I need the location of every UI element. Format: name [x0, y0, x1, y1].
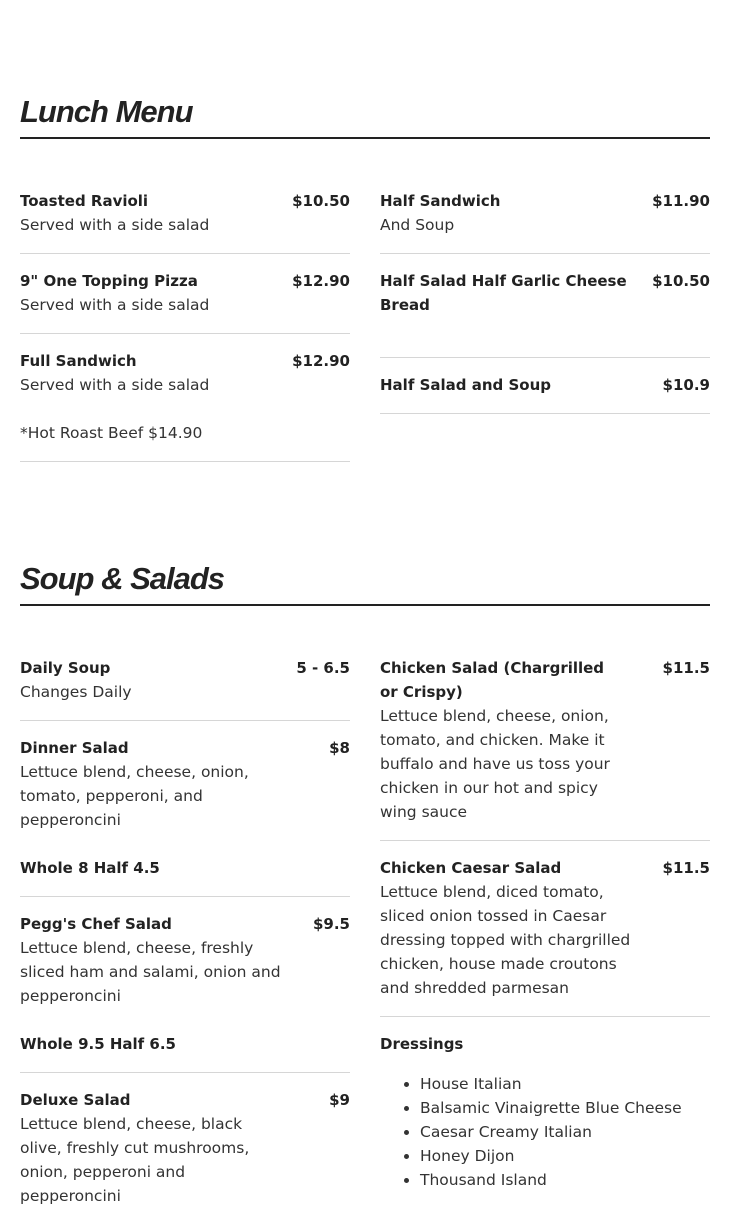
- dressing-item: • Caesar Creamy Italian: [420, 1120, 690, 1144]
- item-price: $10.50: [292, 192, 350, 210]
- item-name: Chicken Salad (Chargrilled or Crispy): [380, 659, 605, 701]
- menu-item: [380, 656, 710, 824]
- soup-salads-title: Soup & Salads: [20, 561, 225, 596]
- item-description: Changes Daily: [20, 683, 132, 701]
- dressing-item: • Honey Dijon: [420, 1144, 690, 1168]
- item-price: $9.5: [312, 915, 350, 933]
- item-price: $10.9: [662, 376, 710, 394]
- item-description: Lettuce blend, cheese, freshly sliced ham and salami, onion and pepperoncini: [20, 939, 281, 1005]
- item-price: 5 - 6.5: [296, 659, 350, 677]
- item-description: Lettuce blend, cheese, onion, tomato, and chicken. Make it buffalo and have us toss your chicken in our hot and spicy wing sauce: [380, 707, 610, 821]
- item-divider: [20, 720, 350, 721]
- menu-item: [20, 189, 350, 237]
- item-name: Deluxe Salad: [20, 1091, 131, 1109]
- item-description: Served with a side salad: [20, 376, 210, 394]
- item-description: Served with a side salad: [20, 216, 210, 234]
- soups-right-column: [380, 656, 710, 1192]
- soup-salads-section: [20, 561, 710, 1205]
- item-name: Half Sandwich: [380, 192, 501, 210]
- menu-item: [380, 189, 710, 237]
- item-divider: [380, 840, 710, 841]
- lunch-right-column: [380, 189, 710, 414]
- soup-salads-rule: [20, 604, 710, 606]
- lunch-menu-section: [20, 94, 710, 474]
- item-price: $12.90: [292, 352, 350, 370]
- item-description: Lettuce blend, cheese, black olive, freshly cut mushrooms, onion, pepperoni and pepperoncini: [20, 1115, 250, 1205]
- item-divider: [20, 896, 350, 897]
- item-price: $8: [329, 739, 350, 757]
- item-divider: [380, 1016, 710, 1017]
- item-description: And Soup: [380, 216, 455, 234]
- dressing-item: • House Italian: [420, 1072, 690, 1096]
- dressing-item: • Thousand Island: [420, 1168, 690, 1192]
- item-divider: [380, 357, 710, 358]
- item-price: $10.50: [652, 272, 710, 290]
- menu-item: [380, 856, 710, 1000]
- item-description: Lettuce blend, cheese, onion, tomato, pepperoni, and pepperoncini: [20, 763, 249, 829]
- item-divider: [20, 1072, 350, 1073]
- item-name: 9" One Topping Pizza: [20, 272, 198, 290]
- item-divider: [20, 253, 350, 254]
- item-divider: [20, 333, 350, 334]
- lunch-menu-title: Lunch Menu: [20, 94, 193, 129]
- dressings-block: [380, 1032, 710, 1192]
- item-name: Toasted Ravioli: [20, 192, 149, 210]
- item-name: Half Salad Half Garlic Cheese Bread: [380, 272, 627, 314]
- item-divider: [380, 253, 710, 254]
- menu-item: [20, 736, 350, 880]
- item-name: Half Salad and Soup: [380, 376, 551, 394]
- item-name: Chicken Caesar Salad: [380, 859, 562, 877]
- dressing-item: • Balsamic Vinaigrette Blue Cheese: [420, 1096, 690, 1120]
- menu-item: [20, 656, 350, 704]
- item-price: $11.90: [652, 192, 710, 210]
- item-price: $12.90: [292, 272, 350, 290]
- menu-item: [20, 912, 350, 1056]
- menu-item: [380, 269, 710, 317]
- item-description: Served with a side salad: [20, 296, 210, 314]
- item-name: Dinner Salad: [20, 739, 129, 757]
- menu-item: [20, 269, 350, 317]
- item-divider: [380, 413, 710, 414]
- item-name: Daily Soup: [20, 659, 111, 677]
- item-price: $11.5: [662, 659, 710, 677]
- menu-item: [20, 1088, 350, 1208]
- soups-left-column: [20, 656, 350, 1208]
- dressings-title: Dressings: [380, 1035, 464, 1053]
- item-note: Whole 9.5 Half 6.5: [20, 1035, 176, 1053]
- menu-item: [380, 373, 710, 397]
- item-description: Lettuce blend, diced tomato, sliced onion tossed in Caesar dressing topped with chargrilled chicken, house made croutons and shredded parmesan: [380, 883, 631, 997]
- item-name: Full Sandwich: [20, 352, 137, 370]
- item-name: Pegg's Chef Salad: [20, 915, 172, 933]
- item-price: $9: [329, 1091, 350, 1109]
- item-note: Whole 8 Half 4.5: [20, 859, 160, 877]
- menu-item: [20, 349, 350, 445]
- item-divider: [20, 461, 350, 462]
- item-note: *Hot Roast Beef $14.90: [20, 424, 203, 442]
- item-price: $11.5: [662, 859, 710, 877]
- lunch-menu-rule: [20, 137, 710, 139]
- dressings-list: [380, 1072, 690, 1192]
- lunch-left-column: [20, 189, 350, 462]
